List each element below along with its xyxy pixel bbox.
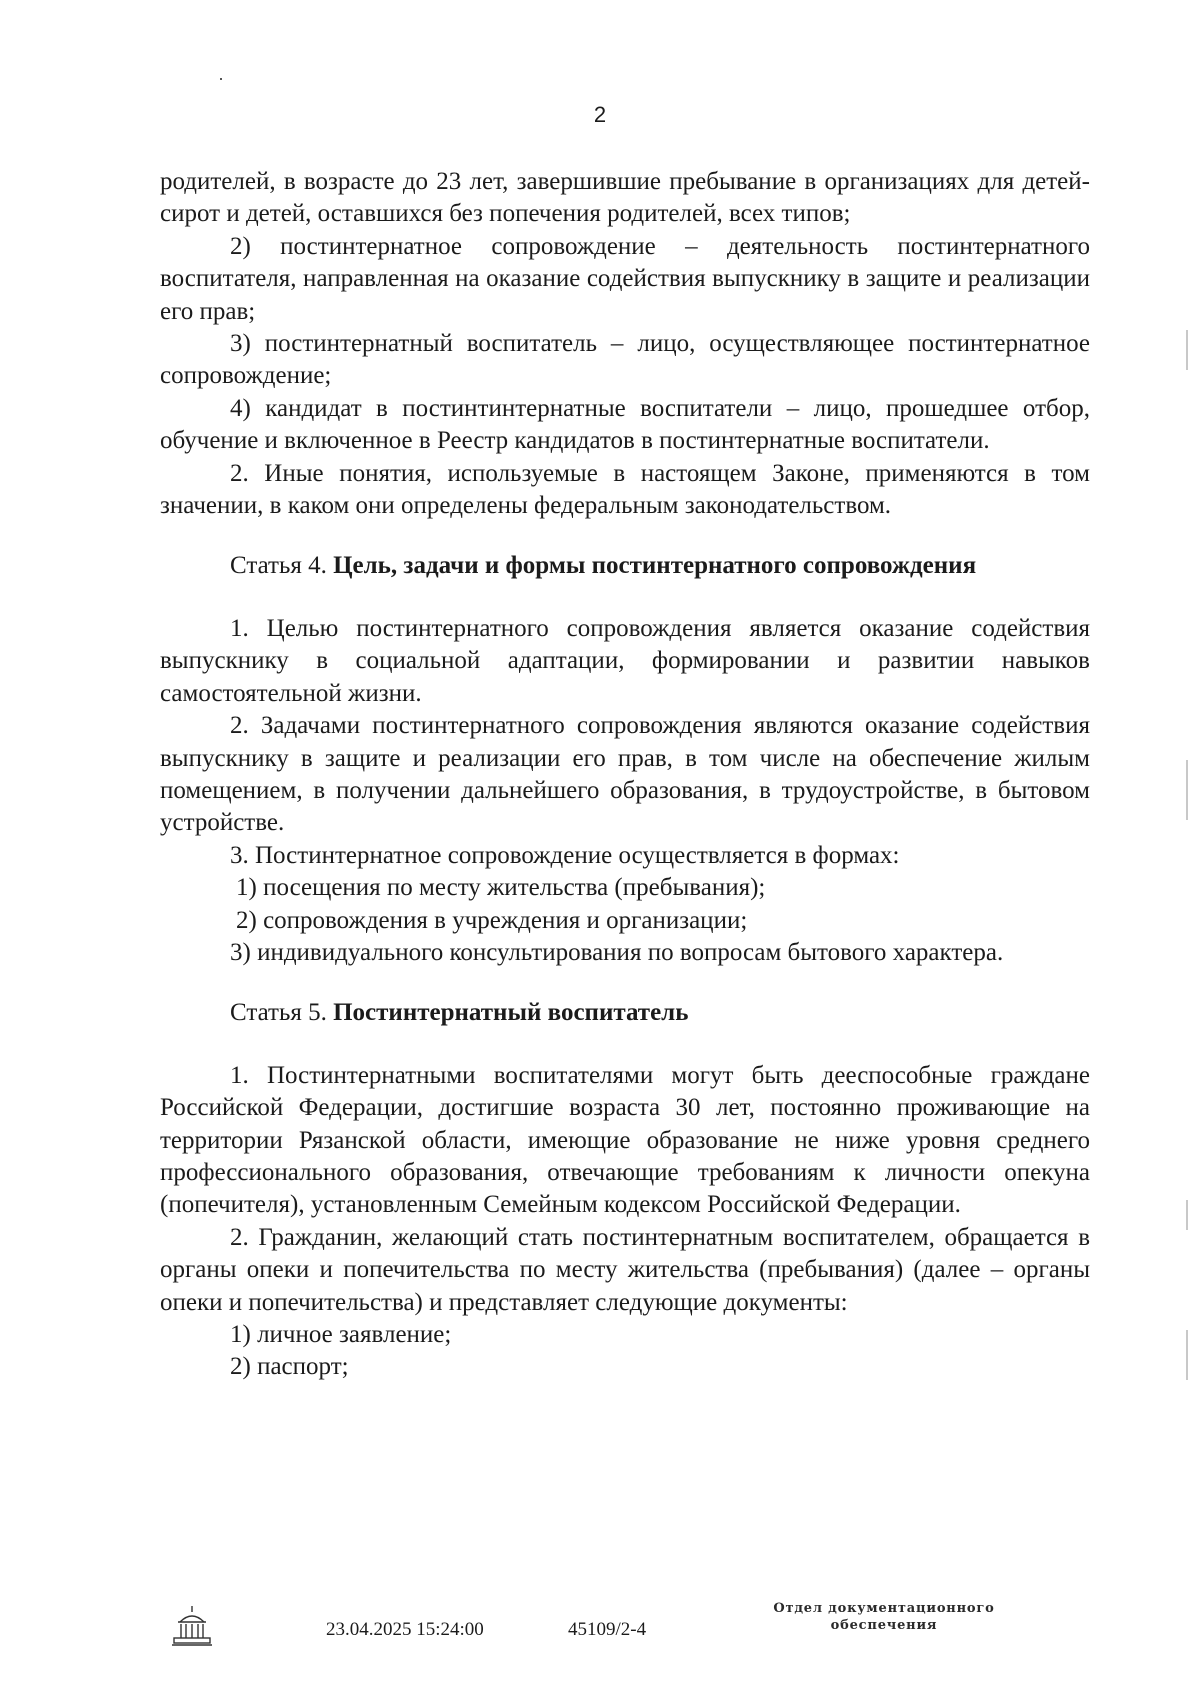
paragraph: 2. Иные понятия, используемые в настоящем Законе, применяются в том значении, в каком они определены федеральным законодательством. [160, 459, 1090, 520]
list-item: 1) посещения по месту жительства (пребывания); [236, 874, 766, 902]
article-title: Цель, задачи и формы постинтернатного сопровождения [333, 552, 977, 580]
scan-speck [220, 78, 222, 80]
footer-document-number: 45109/2-4 [568, 1619, 647, 1640]
paragraph: 3. Постинтернатное сопровождение осуществляется в формах: [230, 841, 900, 869]
scan-edge-mark [1186, 330, 1188, 370]
page-number: 2 [593, 102, 607, 127]
scan-edge-mark [1186, 760, 1188, 820]
paragraph: 2. Гражданин, желающий стать постинтернатным воспитателем, обращается в органы опеки и попечительства по месту жительства (пребывания) (далее – органы опеки и попечительства) и представляет следующие документы: [160, 1223, 1090, 1316]
document-body [160, 166, 1090, 1384]
department-stamp-line: Отдел документационного [773, 1601, 995, 1616]
article-heading [230, 997, 1090, 1029]
list-item: 1) личное заявление; [230, 1321, 452, 1348]
duma-building-icon [170, 1604, 214, 1648]
scan-edge-mark [1186, 1330, 1188, 1380]
paragraph-continuation: родителей, в возрасте до 23 лет, завершившие пребывание в организациях для детей-сирот и детей, оставшихся без попечения родителей, всех типов; [160, 168, 1090, 228]
definition-item: 2) постинтернатное сопровождение – деятельность постинтернатного воспитателя, направленная на оказание содействия выпускнику в защите и реализации его прав; [160, 232, 1090, 325]
article-heading [230, 550, 1090, 582]
list-item: 2) паспорт; [230, 1353, 349, 1381]
paragraph: 1. Постинтернатными воспитателями могут быть дееспособные граждане Российской Федерации, достигшие возраста 30 лет, постоянно проживающие на территории Рязанской области, имеющие образование не ниже уровня среднего профессионального образования, отвечающие требованиям к личности опекуна (попечителя), установленным Семейным кодексом Российской Федерации. [160, 1061, 1090, 1219]
definition-item: 3) постинтернатный воспитатель – лицо, осуществляющее постинтернатное сопровождение; [160, 330, 1090, 390]
article-number: Статья 4. [230, 552, 334, 580]
list-item: 2) сопровождения в учреждения и организации; [236, 906, 748, 934]
department-stamp [734, 1600, 1034, 1634]
article-title: Постинтернатный воспитатель [333, 999, 689, 1027]
paragraph: 1. Целью постинтернатного сопровождения является оказание содействия выпускнику в социальной адаптации, формировании и развитии навыков самостоятельной жизни. [160, 614, 1090, 707]
scan-edge-mark [1186, 1200, 1188, 1230]
paragraph: 2. Задачами постинтернатного сопровождения являются оказание содействия выпускнику в защите и реализации его прав, в том числе на обеспечение жилым помещением, в получении дальнейшего образования, в трудоустройстве, в бытовом устройстве. [160, 712, 1090, 837]
article-number: Статья 5. [230, 999, 334, 1027]
department-stamp-line: обеспечения [830, 1618, 938, 1633]
footer-datetime: 23.04.2025 15:24:00 [326, 1619, 484, 1640]
definition-item: 4) кандидат в постинтинтернатные воспитатели – лицо, прошедшее отбор, обучение и включенное в Реестр кандидатов в постинтернатные воспитатели. [160, 394, 1090, 455]
list-item: 3) индивидуального консультирования по вопросам бытового характера. [230, 938, 1004, 966]
